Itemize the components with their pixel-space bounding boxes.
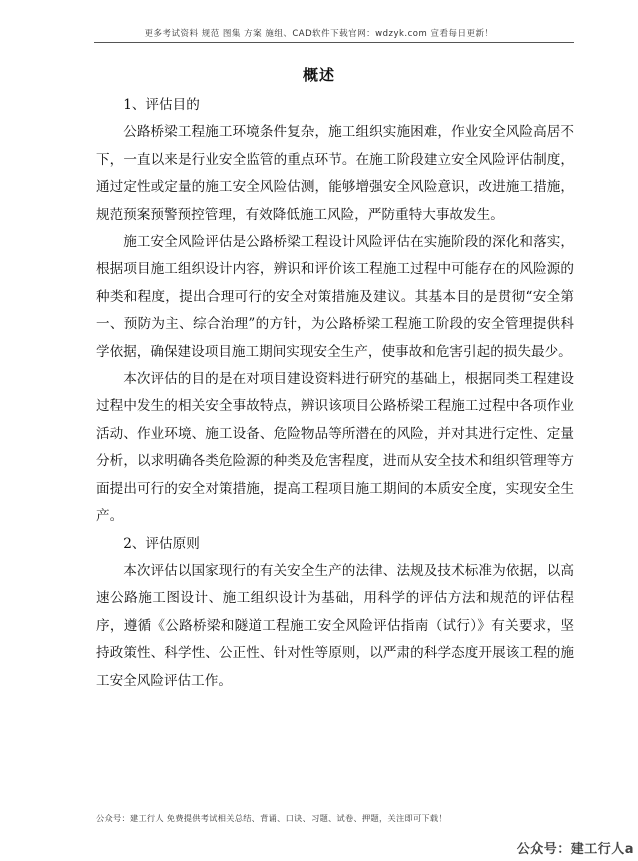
section-heading-purpose: 1、评估目的 (123, 97, 200, 113)
paragraph-purpose-2: 施工安全风险评估是公路桥梁工程设计风险评估在实施阶段的深化和落实，根据项目施工组织设计内容，辨识和评价该工程施工过程中可能存在的风险源的种类和程度，提出合理可行的安全对策措施及建议。其基本目的是贯彻“安全第一、预防为主、综合治理”的方针，为公路桥梁工程施工阶段的安全管理提供科学依据，确保建设项目施工期间实现安全生产，使事故和危害引起的损失最少。 (96, 234, 574, 360)
header-banner: 更多考试资料 规范 图集 方案 施组、CAD软件下载官网：wdzyk.com 宣看每日更新！ (144, 29, 494, 39)
section-heading-principles: 2、评估原则 (123, 535, 200, 552)
paragraph-purpose-1: 公路桥梁工程施工环境条件复杂，施工组织实施困难，作业安全风险高居不下，一直以来是行业安全监管的重点环节。在施工阶段建立安全风险评估制度，通过定性或定量的施工安全风险估测，能够增强安全风险意识，改进施工措施，规范预案预警预控管理，有效降低施工风险，严防重特大事故发生。 (96, 124, 574, 223)
paragraph-purpose-3: 本次评估的目的是在对项目建设资料进行研究的基础上，根据同类工程建设过程中发生的相关安全事故特点，辨识该项目公路桥梁工程施工过程中各项作业活动、作业环境、施工设备、危险物品等所潜在的风险，并对其进行定性、定量分析，以求明确各类危险源的种类及危害程度，进而从安全技术和组织管理等方面提出可行的安全对策措施，提高工程项目施工期间的本质安全度，实现安全生产。 (96, 371, 574, 525)
document-body (96, 92, 574, 695)
watermark-text: 公众号：建工行人a (516, 842, 634, 857)
header-divider (94, 42, 574, 43)
paragraph-principles-1: 本次评估以国家现行的有关安全生产的法律、法规及技术标准为依据，以高速公路施工图设计、施工组织设计为基础，用科学的评估方法和规范的评估程序，遵循《公路桥梁和隧道工程施工安全风险评估指南（试行）》有关要求，坚持政策性、科学性、公正性、针对性等原则，以严肃的科学态度开展该工程的施工安全风险评估工作。 (96, 562, 574, 689)
footer-notice: 公众号：建工行人 免费提供考试相关总结、背诵、口诀、习题、试卷、押题，关注即可下载！ (96, 813, 447, 823)
page-title: 概述 (302, 66, 335, 84)
